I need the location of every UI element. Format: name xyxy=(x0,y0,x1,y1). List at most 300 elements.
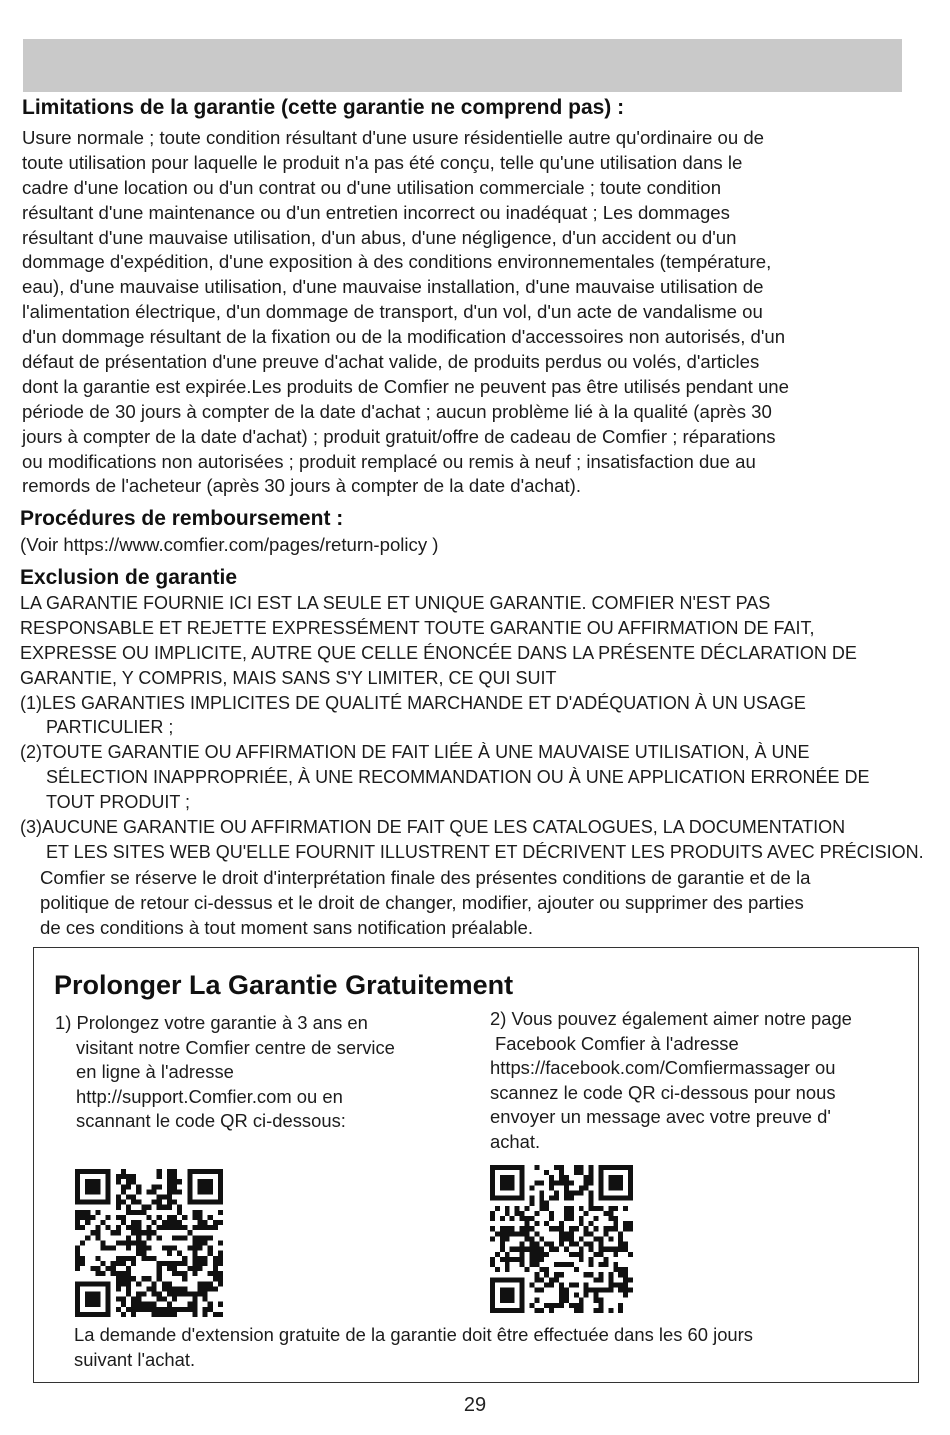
qr-module xyxy=(85,1215,90,1220)
qr-module xyxy=(490,1180,495,1185)
page-number: 29 xyxy=(463,1394,487,1416)
qr-module xyxy=(162,1307,167,1312)
qr-module xyxy=(126,1281,131,1286)
qr-module xyxy=(500,1231,505,1236)
qr-module xyxy=(90,1230,95,1235)
qr-module xyxy=(172,1261,177,1266)
qr-module xyxy=(141,1256,146,1261)
qr-module xyxy=(564,1191,569,1196)
qr-module xyxy=(85,1281,90,1286)
qr-module xyxy=(182,1256,187,1261)
qr-module xyxy=(564,1216,569,1221)
qr-module xyxy=(534,1221,539,1226)
qr-module xyxy=(95,1189,100,1194)
qr-module xyxy=(203,1281,208,1286)
qr-module xyxy=(613,1252,618,1257)
qr-module xyxy=(106,1291,111,1296)
qr-module xyxy=(510,1247,515,1252)
qr-module xyxy=(525,1267,530,1272)
qr-module xyxy=(187,1189,192,1194)
text-line: de ces conditions à tout moment sans notification préalable. xyxy=(40,916,534,938)
qr-module xyxy=(589,1165,594,1170)
qr-module xyxy=(126,1179,131,1184)
qr-module xyxy=(187,1184,192,1189)
qr-module xyxy=(510,1165,515,1170)
qr-module xyxy=(603,1231,608,1236)
qr-module xyxy=(192,1261,197,1266)
refund-heading: Procédures de remboursement : xyxy=(20,507,344,530)
qr-module xyxy=(192,1266,197,1271)
qr-module xyxy=(197,1291,202,1296)
qr-module xyxy=(520,1185,525,1190)
qr-module xyxy=(598,1206,603,1211)
qr-module xyxy=(544,1272,549,1277)
qr-module xyxy=(85,1302,90,1307)
qr-module xyxy=(579,1252,584,1257)
qr-module xyxy=(95,1235,100,1240)
qr-module xyxy=(218,1302,223,1307)
qr-module xyxy=(80,1256,85,1261)
qr-module xyxy=(598,1308,603,1313)
qr-module xyxy=(106,1200,111,1205)
qr-module xyxy=(218,1281,223,1286)
qr-module xyxy=(505,1236,510,1241)
qr-module xyxy=(152,1312,157,1317)
qr-module xyxy=(121,1312,126,1317)
qr-module xyxy=(146,1189,151,1194)
text-line: politique de retour ci-dessus et le droit de changer, modifier, ajouter ou supprimer des parties xyxy=(40,891,804,913)
qr-module xyxy=(584,1293,589,1298)
qr-module xyxy=(95,1210,100,1215)
qr-module xyxy=(490,1175,495,1180)
qr-module xyxy=(182,1271,187,1276)
qr-module xyxy=(549,1216,554,1221)
header-bar xyxy=(23,39,902,92)
extend-warranty-box xyxy=(33,947,919,1383)
qr-module xyxy=(574,1267,579,1272)
qr-module xyxy=(95,1297,100,1302)
qr-module xyxy=(157,1195,162,1200)
qr-module xyxy=(75,1302,80,1307)
qr-module xyxy=(121,1240,126,1245)
qr-module xyxy=(85,1184,90,1189)
qr-module xyxy=(95,1256,100,1261)
qr-module xyxy=(569,1206,574,1211)
qr-module xyxy=(490,1287,495,1292)
qr-module xyxy=(608,1226,613,1231)
qr-module xyxy=(574,1226,579,1231)
text-line: dommage d'expédition, d'une exposition à des conditions environnementales (température, xyxy=(22,251,772,273)
qr-module xyxy=(529,1226,534,1231)
qr-module xyxy=(197,1281,202,1286)
qr-module xyxy=(505,1262,510,1267)
qr-module xyxy=(126,1271,131,1276)
qr-module xyxy=(157,1271,162,1276)
qr-module xyxy=(152,1281,157,1286)
qr-module xyxy=(510,1298,515,1303)
qr-module xyxy=(177,1220,182,1225)
qr-module xyxy=(121,1215,126,1220)
qr-module xyxy=(141,1276,146,1281)
qr-module xyxy=(131,1240,136,1245)
qr-module xyxy=(598,1236,603,1241)
limitations-paragraph xyxy=(22,126,789,499)
qr-module xyxy=(569,1216,574,1221)
qr-module xyxy=(589,1196,594,1201)
qr-module xyxy=(157,1215,162,1220)
qr-module xyxy=(529,1262,534,1267)
qr-module xyxy=(584,1175,589,1180)
qr-module xyxy=(208,1302,213,1307)
qr-module xyxy=(75,1174,80,1179)
qr-module xyxy=(177,1225,182,1230)
qr-module xyxy=(80,1312,85,1317)
qr-module xyxy=(618,1308,623,1313)
qr-module xyxy=(549,1308,554,1313)
qr-module xyxy=(106,1281,111,1286)
qr-module xyxy=(500,1185,505,1190)
qr-module xyxy=(544,1221,549,1226)
qr-module xyxy=(510,1293,515,1298)
qr-module xyxy=(505,1287,510,1292)
qr-module xyxy=(534,1165,539,1170)
qr-module xyxy=(116,1230,121,1235)
qr-module xyxy=(608,1247,613,1252)
qr-module xyxy=(623,1282,628,1287)
refund-text xyxy=(20,533,439,558)
qr-module xyxy=(554,1191,559,1196)
qr-module xyxy=(101,1220,106,1225)
qr-module xyxy=(75,1312,80,1317)
qr-module xyxy=(549,1226,554,1231)
qr-module xyxy=(121,1220,126,1225)
qr-module xyxy=(549,1277,554,1282)
qr-module xyxy=(182,1276,187,1281)
qr-module xyxy=(569,1180,574,1185)
qr-module xyxy=(613,1282,618,1287)
text-line: toute utilisation pour laquelle le produit n'a pas été conçu, telle qu'une utilisation dans le xyxy=(22,151,743,173)
qr-module xyxy=(584,1282,589,1287)
qr-module xyxy=(608,1272,613,1277)
qr-module xyxy=(101,1169,106,1174)
qr-module xyxy=(584,1226,589,1231)
qr-module xyxy=(495,1267,500,1272)
qr-module xyxy=(539,1196,544,1201)
qr-module xyxy=(608,1277,613,1282)
qr-module xyxy=(106,1189,111,1194)
qr-module xyxy=(598,1303,603,1308)
qr-module xyxy=(623,1293,628,1298)
qr-module xyxy=(534,1287,539,1292)
text-line: RESPONSABLE ET REJETTE EXPRESSÉMENT TOUTE GARANTIE OU AFFIRMATION DE FAIT, xyxy=(20,617,815,638)
qr-module xyxy=(203,1189,208,1194)
qr-module xyxy=(162,1195,167,1200)
qr-module xyxy=(121,1256,126,1261)
qr-module xyxy=(520,1308,525,1313)
qr-module xyxy=(90,1302,95,1307)
qr-module xyxy=(75,1256,80,1261)
qr-module xyxy=(192,1312,197,1317)
qr-module xyxy=(75,1179,80,1184)
qr-module xyxy=(623,1221,628,1226)
qr-module xyxy=(95,1179,100,1184)
qr-module xyxy=(218,1276,223,1281)
qr-module xyxy=(529,1196,534,1201)
qr-module xyxy=(197,1200,202,1205)
qr-module xyxy=(603,1257,608,1262)
qr-module xyxy=(208,1189,213,1194)
qr-module xyxy=(172,1297,177,1302)
qr-module xyxy=(182,1286,187,1291)
qr-module xyxy=(529,1236,534,1241)
qr-module xyxy=(598,1287,603,1292)
qr-module xyxy=(500,1257,505,1262)
qr-module xyxy=(495,1206,500,1211)
qr-module xyxy=(618,1196,623,1201)
qr-module xyxy=(589,1201,594,1206)
qr-module xyxy=(213,1261,218,1266)
qr-module xyxy=(628,1221,633,1226)
qr-module xyxy=(515,1231,520,1236)
qr-module xyxy=(182,1235,187,1240)
qr-module xyxy=(136,1291,141,1296)
qr-module xyxy=(500,1216,505,1221)
qr-module xyxy=(628,1277,633,1282)
qr-module xyxy=(197,1220,202,1225)
qr-module xyxy=(510,1231,515,1236)
qr-module xyxy=(534,1277,539,1282)
qr-module xyxy=(101,1281,106,1286)
qr-module xyxy=(75,1189,80,1194)
qr-module xyxy=(141,1246,146,1251)
qr-module xyxy=(167,1312,172,1317)
qr-module xyxy=(136,1302,141,1307)
qr-module xyxy=(75,1200,80,1205)
qr-module xyxy=(510,1185,515,1190)
qr-module xyxy=(146,1215,151,1220)
qr-module xyxy=(613,1221,618,1226)
qr-module xyxy=(603,1196,608,1201)
qr-module xyxy=(584,1185,589,1190)
qr-module xyxy=(608,1308,613,1313)
qr-module xyxy=(505,1175,510,1180)
qr-module xyxy=(177,1189,182,1194)
text-line: défaut de présentation d'une preuve d'achat valide, de produits perdus ou volés, d'articles xyxy=(22,351,760,373)
qr-module xyxy=(116,1215,121,1220)
qr-module xyxy=(131,1200,136,1205)
qr-module xyxy=(167,1307,172,1312)
qr-module xyxy=(213,1225,218,1230)
qr-module xyxy=(598,1277,603,1282)
qr-module xyxy=(157,1225,162,1230)
qr-module xyxy=(182,1291,187,1296)
qr-module xyxy=(80,1215,85,1220)
qr-module xyxy=(574,1252,579,1257)
qr-module xyxy=(500,1308,505,1313)
text-line: l'alimentation électrique, d'un dommage de transport, d'un vol, d'un acte de vandalisme ou xyxy=(22,301,763,323)
qr-module xyxy=(579,1206,584,1211)
qr-module xyxy=(141,1210,146,1215)
qr-module xyxy=(520,1226,525,1231)
qr-module xyxy=(515,1308,520,1313)
text-line: GARANTIE, Y COMPRIS, MAIS SANS S'Y LIMITER, CE QUI SUIT xyxy=(20,667,557,688)
qr-module xyxy=(554,1196,559,1201)
qr-module xyxy=(126,1286,131,1291)
exclusion-paragraph xyxy=(20,591,924,865)
qr-module xyxy=(534,1262,539,1267)
qr-module xyxy=(598,1252,603,1257)
qr-module xyxy=(131,1302,136,1307)
qr-module xyxy=(618,1165,623,1170)
qr-module xyxy=(197,1256,202,1261)
qr-module xyxy=(589,1247,594,1252)
qr-module xyxy=(594,1277,599,1282)
qr-module xyxy=(608,1196,613,1201)
facebook-qr-code xyxy=(490,1165,633,1313)
qr-module xyxy=(126,1210,131,1215)
qr-module xyxy=(187,1195,192,1200)
qr-module xyxy=(90,1297,95,1302)
qr-module xyxy=(116,1195,121,1200)
text-line: en ligne à l'adresse xyxy=(76,1061,234,1083)
qr-module xyxy=(197,1215,202,1220)
qr-module xyxy=(85,1312,90,1317)
qr-module xyxy=(594,1206,599,1211)
qr-module xyxy=(520,1242,525,1247)
text-line: Usure normale ; toute condition résultant d'une usure résidentielle autre qu'ordinaire ou de xyxy=(22,127,765,148)
qr-module xyxy=(213,1169,218,1174)
qr-module xyxy=(187,1302,192,1307)
qr-module xyxy=(603,1287,608,1292)
support-link: http://support.Comfier.com ou en xyxy=(76,1085,343,1107)
qr-module xyxy=(613,1175,618,1180)
qr-module xyxy=(525,1231,530,1236)
qr-module xyxy=(218,1271,223,1276)
qr-module xyxy=(544,1282,549,1287)
qr-module xyxy=(162,1246,167,1251)
qr-module xyxy=(569,1303,574,1308)
qr-module xyxy=(505,1185,510,1190)
qr-module xyxy=(172,1271,177,1276)
qr-module xyxy=(152,1230,157,1235)
qr-module xyxy=(106,1312,111,1317)
text-line: eau), d'une mauvaise utilisation, d'une mauvaise installation, d'une mauvaise utilisation de xyxy=(22,276,764,298)
qr-module xyxy=(121,1276,126,1281)
qr-module xyxy=(203,1235,208,1240)
qr-module xyxy=(579,1236,584,1241)
qr-module xyxy=(490,1308,495,1313)
qr-module xyxy=(505,1211,510,1216)
qr-module xyxy=(579,1308,584,1313)
qr-module xyxy=(208,1307,213,1312)
qr-module xyxy=(80,1169,85,1174)
qr-module xyxy=(569,1242,574,1247)
qr-module xyxy=(136,1230,141,1235)
qr-module xyxy=(192,1256,197,1261)
qr-module xyxy=(539,1201,544,1206)
qr-module xyxy=(613,1185,618,1190)
qr-module xyxy=(116,1179,121,1184)
qr-module xyxy=(505,1196,510,1201)
qr-module xyxy=(157,1200,162,1205)
qr-module xyxy=(623,1196,628,1201)
qr-module xyxy=(116,1174,121,1179)
qr-module xyxy=(162,1286,167,1291)
qr-module xyxy=(95,1184,100,1189)
qr-module xyxy=(549,1185,554,1190)
qr-module xyxy=(177,1235,182,1240)
qr-module xyxy=(594,1236,599,1241)
qr-module xyxy=(162,1312,167,1317)
qr-module xyxy=(594,1252,599,1257)
qr-module xyxy=(579,1257,584,1262)
qr-module xyxy=(172,1220,177,1225)
qr-module xyxy=(192,1302,197,1307)
qr-module xyxy=(172,1286,177,1291)
qr-module xyxy=(520,1262,525,1267)
qr-module xyxy=(594,1308,599,1313)
qr-module xyxy=(203,1312,208,1317)
qr-module xyxy=(157,1205,162,1210)
qr-module xyxy=(490,1170,495,1175)
qr-module xyxy=(192,1297,197,1302)
qr-module xyxy=(515,1206,520,1211)
qr-module xyxy=(85,1235,90,1240)
qr-module xyxy=(187,1179,192,1184)
qr-module xyxy=(101,1246,106,1251)
qr-module xyxy=(564,1206,569,1211)
qr-module xyxy=(559,1293,564,1298)
qr-module xyxy=(534,1242,539,1247)
exclusion-item-3: (3)AUCUNE GARANTIE OU AFFIRMATION DE FAIT QUE LES CATALOGUES, LA DOCUMENTATION xyxy=(20,817,846,838)
qr-module xyxy=(564,1262,569,1267)
qr-module xyxy=(539,1180,544,1185)
qr-module xyxy=(549,1175,554,1180)
qr-module xyxy=(559,1262,564,1267)
qr-module xyxy=(564,1293,569,1298)
qr-module xyxy=(520,1211,525,1216)
qr-module xyxy=(90,1189,95,1194)
qr-module xyxy=(126,1205,131,1210)
qr-module xyxy=(85,1297,90,1302)
qr-module xyxy=(505,1226,510,1231)
qr-module xyxy=(75,1184,80,1189)
qr-module xyxy=(111,1271,116,1276)
qr-module xyxy=(218,1174,223,1179)
qr-module xyxy=(525,1247,530,1252)
qr-module xyxy=(146,1286,151,1291)
qr-module xyxy=(141,1307,146,1312)
qr-module xyxy=(579,1165,584,1170)
qr-module xyxy=(192,1240,197,1245)
qr-module xyxy=(510,1257,515,1262)
qr-module xyxy=(192,1235,197,1240)
qr-module xyxy=(500,1277,505,1282)
qr-module xyxy=(574,1282,579,1287)
limitations-heading: Limitations de la garantie (cette garantie ne comprend pas) : xyxy=(22,96,625,119)
qr-module xyxy=(490,1196,495,1201)
qr-module xyxy=(213,1220,218,1225)
qr-module xyxy=(623,1287,628,1292)
qr-module xyxy=(121,1169,126,1174)
qr-module xyxy=(490,1226,495,1231)
qr-module xyxy=(106,1179,111,1184)
qr-module xyxy=(584,1287,589,1292)
qr-module xyxy=(564,1185,569,1190)
qr-module xyxy=(167,1251,172,1256)
qr-module xyxy=(141,1251,146,1256)
qr-module xyxy=(495,1252,500,1257)
